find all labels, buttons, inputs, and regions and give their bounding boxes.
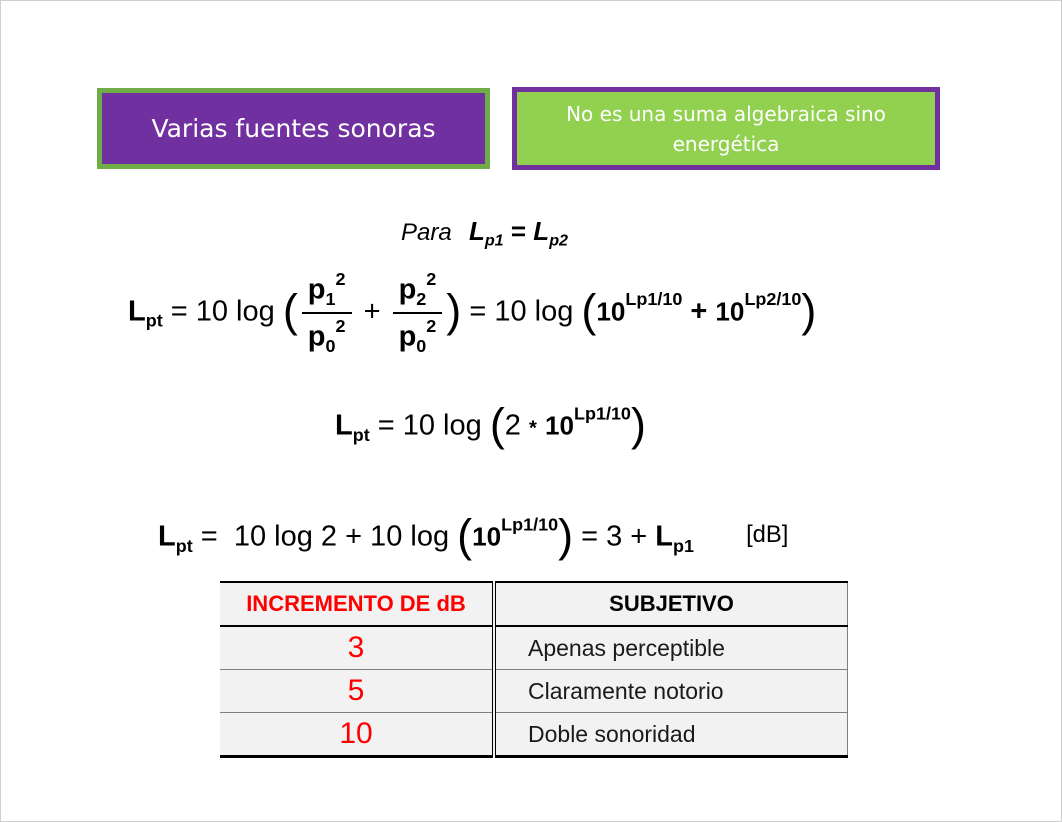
subscript: 2 bbox=[416, 288, 427, 309]
l-letter: L bbox=[468, 216, 485, 246]
equals-sign: = bbox=[200, 520, 218, 553]
equation-total-level bbox=[128, 269, 816, 357]
close-paren: ) bbox=[558, 510, 574, 561]
equals-log: = 10 log bbox=[170, 295, 275, 328]
ten-base: 10 bbox=[544, 410, 574, 441]
ten-base: 10 bbox=[596, 296, 626, 327]
increment-table bbox=[220, 581, 848, 758]
equation-equal-sources bbox=[335, 399, 646, 451]
equals-log: = 10 log bbox=[377, 409, 482, 442]
exponent: Lp1/10 bbox=[625, 289, 683, 310]
note-box-text: No es una suma algebraica sino energética bbox=[566, 101, 886, 156]
equals-sign: = bbox=[510, 216, 527, 246]
fraction-p1-p0 bbox=[302, 269, 352, 357]
p-letter: p bbox=[307, 273, 326, 306]
lpt-subscript: pt bbox=[145, 310, 163, 331]
exponent: Lp1/10 bbox=[501, 514, 559, 535]
lpt-letter: L bbox=[128, 295, 146, 328]
increment-value: 5 bbox=[220, 670, 494, 713]
fraction-p2-p0 bbox=[393, 269, 443, 357]
increment-value: 3 bbox=[220, 626, 494, 670]
exponent: Lp2/10 bbox=[744, 289, 802, 310]
superscript: 2 bbox=[426, 315, 437, 336]
p-letter: p bbox=[398, 320, 417, 353]
table-row bbox=[220, 713, 848, 757]
open-paren: ( bbox=[457, 510, 473, 561]
header-subjetivo: SUBJETIVO bbox=[494, 582, 848, 626]
table-header-row bbox=[220, 582, 848, 626]
equals-three-plus: = 3 + bbox=[581, 520, 648, 553]
close-paren: ) bbox=[630, 399, 646, 450]
exponent: Lp1/10 bbox=[574, 403, 631, 424]
lp2-symbol bbox=[533, 216, 568, 250]
times-sign: * bbox=[529, 417, 537, 440]
lpt-subscript: pt bbox=[175, 535, 193, 556]
p-letter: p bbox=[307, 320, 326, 353]
subscript: 0 bbox=[416, 335, 427, 356]
fraction-denominator bbox=[302, 314, 352, 357]
subscript: 0 bbox=[325, 335, 336, 356]
lp1-symbol bbox=[468, 216, 504, 250]
lp1-letter: L bbox=[655, 520, 674, 553]
subjective-description: Apenas perceptible bbox=[494, 626, 848, 670]
superscript: 2 bbox=[426, 269, 437, 289]
superscript: 2 bbox=[335, 315, 346, 336]
subjective-description: Doble sonoridad bbox=[494, 713, 848, 757]
increment-value: 10 bbox=[220, 713, 494, 757]
open-paren: ( bbox=[581, 284, 597, 336]
fraction-numerator bbox=[302, 269, 352, 314]
title-box-varias-fuentes bbox=[97, 88, 490, 169]
open-paren: ( bbox=[282, 284, 298, 336]
lpt-subscript: pt bbox=[352, 424, 370, 445]
log-sum-text: 10 log 2 + 10 log bbox=[233, 520, 450, 553]
para-label: Para bbox=[401, 219, 452, 246]
equation-condition bbox=[401, 216, 568, 251]
table-row bbox=[220, 670, 848, 713]
title-box-text: Varias fuentes sonoras bbox=[151, 114, 436, 143]
lp1-subscript: p1 bbox=[673, 535, 694, 556]
subjective-description: Claramente notorio bbox=[494, 670, 848, 713]
fraction-numerator bbox=[393, 269, 443, 314]
lp1-subscript: p1 bbox=[484, 231, 504, 250]
lpt-letter: L bbox=[335, 409, 353, 442]
plus-sign: + bbox=[363, 295, 381, 328]
note-box-suma-energetica bbox=[512, 87, 940, 170]
header-incremento: INCREMENTO DE dB bbox=[220, 582, 494, 626]
plus-sign: + bbox=[690, 295, 708, 328]
ten-base: 10 bbox=[472, 521, 502, 552]
fraction-denominator bbox=[393, 314, 443, 357]
l-letter: L bbox=[533, 216, 550, 246]
open-paren: ( bbox=[489, 399, 505, 450]
lpt-letter: L bbox=[158, 520, 176, 553]
superscript: 2 bbox=[335, 269, 346, 289]
ten-base: 10 bbox=[715, 296, 745, 327]
lp2-subscript: p2 bbox=[549, 231, 568, 250]
equation-result bbox=[158, 510, 788, 562]
subscript: 1 bbox=[325, 288, 336, 309]
p-letter: p bbox=[398, 273, 417, 306]
unit-db: [dB] bbox=[746, 521, 789, 549]
table-row bbox=[220, 626, 848, 670]
close-paren: ) bbox=[446, 284, 462, 336]
close-paren: ) bbox=[801, 284, 817, 336]
equals-log: = 10 log bbox=[469, 295, 574, 328]
two-factor: 2 bbox=[504, 409, 521, 442]
